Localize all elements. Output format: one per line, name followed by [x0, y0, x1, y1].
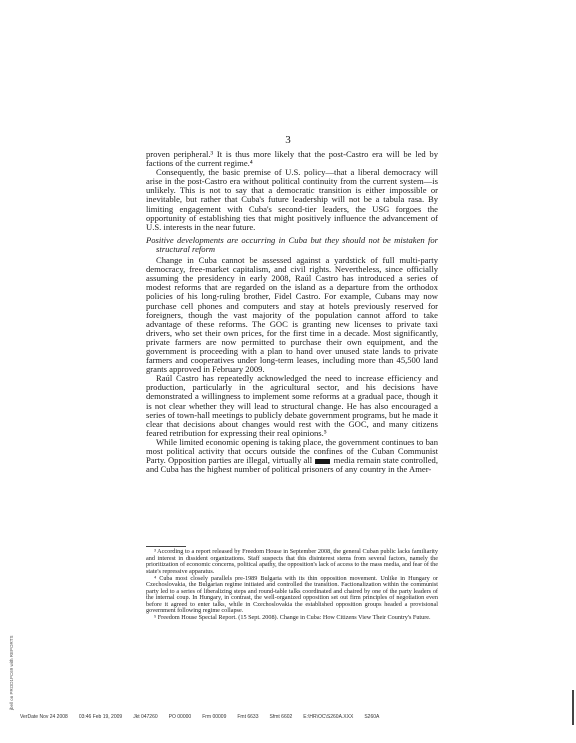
paragraph	[146, 438, 438, 474]
jacket-field: S260A	[364, 714, 380, 720]
paragraph: proven peripheral.³ It is thus more likely that the post-Castro era will be led by factions of the current regime.⁴	[146, 149, 438, 169]
footnote-divider	[146, 546, 186, 547]
jacket-field: 03:46 Feb 19, 2009	[78, 714, 123, 720]
margin-bar	[572, 690, 574, 725]
jacket-field: Frm 00009	[202, 714, 227, 720]
jacket-field: E:\HR\OC\S260A.XXX	[303, 714, 354, 720]
jacket-field: Jkt 047260	[133, 714, 158, 720]
paragraph: Consequently, the basic premise of U.S. policy—that a liberal democracy will arise in the post-Castro era without political continuity from the current system—is unlikely. This is not to say that a democratic transition is either impossible or inevitable, but rather that Cuba's future leadership will not be a tabula rasa. By limiting engagement with Cuba's second-tier leaders, the USG forgoes the opportunity of establishing ties that might positively influence the advancement of U.S. interests in the near future.	[146, 167, 438, 232]
jacket-line	[20, 714, 560, 720]
paragraph-text-before-redaction: While limited economic opening is taking place, the government continues to ban most political activity that occurs outside the confines of the Cuban Communist Party. Opposition parties are illegal, virtually all	[146, 436, 438, 466]
side-margin-label: jbell on PROD1PC69 with REPORTS	[9, 635, 14, 710]
page-number: 3	[285, 134, 291, 146]
footnotes	[146, 546, 438, 622]
footnote: ³ According to a report released by Freedom House in September 2008, the general Cuban public lacks familiarity and interest in dissident organizations. Staff suspects that this disinterest stems from several factors, namely the prioritization of economic concerns, political apathy, the opposition's lack of access to the mass media, and fear of the state's repressive apparatus.	[146, 548, 438, 575]
footnote: ⁴ Cuba most closely parallels pre-1989 Bulgaria with its thin opposition movement. Unlike in Hungary or Czechoslovakia, the Bulgarian regime initiated and controlled the transition. Factionalization within the communist party led to a series of liberalizing steps and round-table talks coordinated and chaired by one of the party leaders of the internal coup. In Hungary, in contrast, the well-organized opposition set out firm principles of negotiation even before it agreed to enter talks, while in Czechoslovakia the established opposition groups headed a provisional government following regime collapse.	[146, 574, 438, 614]
redaction-mark	[315, 459, 330, 464]
jacket-field: Fmt 6633	[237, 714, 259, 720]
paragraph: Raúl Castro has repeatedly acknowledged the need to increase efficiency and production, particularly in the agricultural sector, and his decisions have demonstrated a willingness to implement some reforms at a gradual pace, though it is not clear whether they will lead to structural change. He has also encouraged a series of town-hall meetings to publicly debate government programs, but he made it clear that decisions about changes would rest with the GOC, and many citizens feared retribution for expressing their real opinions.⁵	[146, 373, 438, 438]
jacket-field: VerDate Nov 24 2008	[20, 714, 68, 720]
jacket-field: Sfmt 6602	[269, 714, 293, 720]
body-text	[146, 150, 438, 474]
section-heading: Positive developments are occurring in Cuba but they should not be mistaken for structural reform	[146, 234, 438, 254]
footnote: ⁵ Freedom House Special Report. (15 Sept. 2008). Change in Cuba: How Citizens View Their Country's Future.	[154, 614, 431, 621]
paragraph: Change in Cuba cannot be assessed against a yardstick of full multi-party democracy, free-market capitalism, and civil rights. Nevertheless, since officially assuming the presidency in early 2008, Raúl Castro has introduced a series of modest reforms that are regarded on the island as a departure from the orthodox policies of his long-ruling brother, Fidel Castro. For example, Cubans may now purchase cell phones and computers and stay at hotels previously reserved for foreigners, though the vast majority of the population cannot afford to take advantage of these reforms. The GOC is granting new licenses to private taxi drivers, who set their own prices, for the first time in a decade. Most significantly, private farmers are now permitted to purchase their own equipment, and the government is proceeding with a plan to hand over unused state lands to private farmers and cooperatives under long-term leases, including more than 45,500 land grants approved in February 2009.	[146, 255, 438, 375]
paragraph-text-after-redaction: media remain state controlled, and Cuba has the highest number of political prisoners of any country in the Amer-	[146, 455, 438, 475]
jacket-field: PO 00000	[168, 714, 192, 720]
